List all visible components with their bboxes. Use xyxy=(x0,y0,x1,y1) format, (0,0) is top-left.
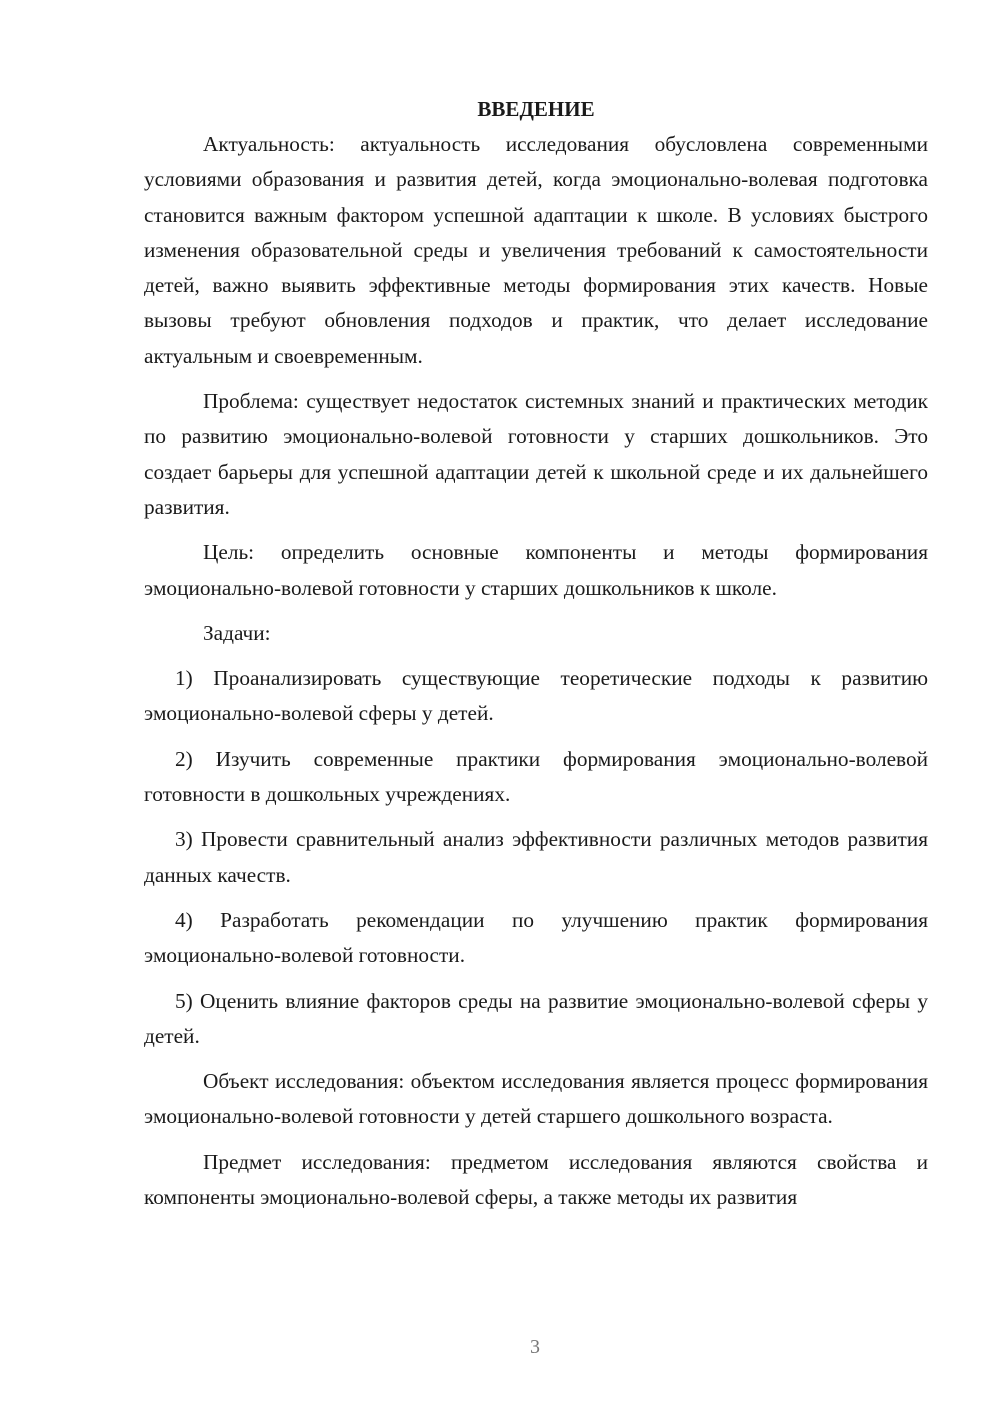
paragraph-goal: Цель: определить основные компоненты и методы формирования эмоционально-волевой готовности у старших дошкольников к школе. xyxy=(144,540,928,600)
paragraph-object: Объект исследования: объектом исследования является процесс формирования эмоционально-волевой готовности у детей старшего дошкольного возраста. xyxy=(144,1069,928,1129)
task-item-2: 2) Изучить современные практики формирования эмоционально-волевой готовности в дошкольных учреждениях. xyxy=(144,746,928,807)
task-item-4: 4) Разработать рекомендации по улучшению практик формирования эмоционально-волевой готовности. xyxy=(144,907,928,968)
paragraph-relevance: Актуальность: актуальность исследования обусловлена современными условиями образования и развития детей, когда эмоционально-волевая подготовка становится важным фактором успешной адаптации к школе. В условиях быстрого изменения образовательной среды и увеличения требований к самостоятельности детей, важно выявить эффективные методы формирования этих качеств. Новые вызовы требуют обновления подходов и практик, что делает исследование актуальным и своевременным. xyxy=(144,132,928,368)
task-item-1: 1) Проанализировать существующие теоретические подходы к развитию эмоционально-волевой сферы у детей. xyxy=(144,666,928,726)
paragraph-problem: Проблема: существует недостаток системных знаний и практических методик по развитию эмоционально-волевой готовности у старших дошкольников. Это создает барьеры для успешной адаптации детей к школьной среде и их дальнейшего развития. xyxy=(144,389,928,519)
page-number: 3 xyxy=(530,1336,540,1358)
paragraph-subject: Предмет исследования: предметом исследования являются свойства и компоненты эмоционально-волевой сферы, а также методы их развития xyxy=(144,1149,928,1210)
task-item-3: 3) Провести сравнительный анализ эффективности различных методов развития данных качеств. xyxy=(144,827,928,887)
document-page xyxy=(144,92,928,1215)
task-item-5: 5) Оценить влияние факторов среды на развитие эмоционально-волевой сферы у детей. xyxy=(144,988,928,1048)
section-heading: ВВЕДЕНИЕ xyxy=(477,97,595,121)
tasks-label: Задачи: xyxy=(203,620,271,645)
